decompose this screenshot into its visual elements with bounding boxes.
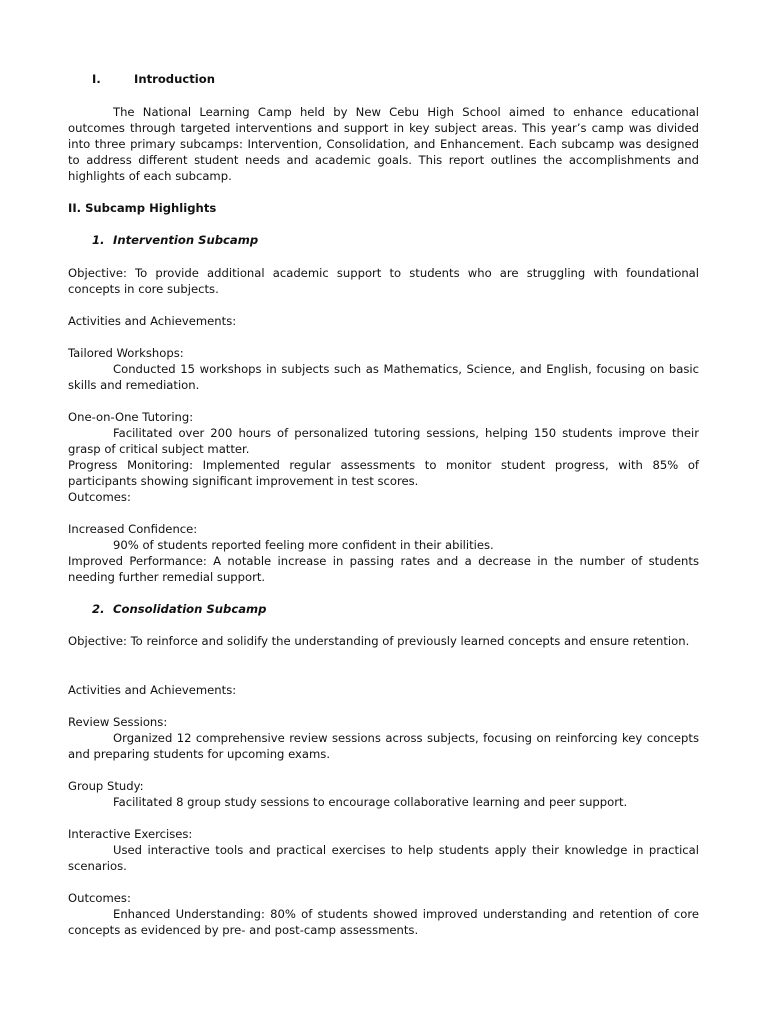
group-study-text: Facilitated 8 group study sessions to encourage collaborative learning and peer support. [113,795,628,809]
subsection-number: 2. [92,602,105,616]
confidence-label: Increased Confidence: [68,522,198,536]
subsection-title: Consolidation Subcamp [113,602,267,616]
tutoring-label: One-on-One Tutoring: [68,410,194,424]
section-title: Introduction [134,72,215,86]
workshops-text: Conducted 15 workshops in subjects such as Mathematics, Science, and English, focusing on basic skills and remediation. [68,362,699,393]
intro-paragraph: The National Learning Camp held by New Cebu High School aimed to enhance educational outcomes through targeted interventions and support in key subject areas. This year’s camp was divided into three primary subcamps: Intervention, Consolidation, and Enhancement. Each subcamp was designed to address different student needs and academic goals. This report outlines the accomplishments and highlights of each subcamp. [68,105,699,184]
subsection-title: Intervention Subcamp [113,233,259,247]
section-heading-introduction [92,72,215,86]
performance-text: Improved Performance: A notable increase in passing rates and a decrease in the number of students needing further remedial support. [68,554,699,585]
intervention-objective: Objective: To provide additional academic support to students who are struggling with foundational concepts in core subjects. [68,266,699,297]
section-numeral: I. [92,72,101,86]
group-study-label: Group Study: [68,779,144,793]
consolidation-objective: Objective: To reinforce and solidify the understanding of previously learned concepts and ensure retention. [68,634,690,648]
tutoring-text: Facilitated over 200 hours of personalized tutoring sessions, helping 150 students improve their grasp of critical subject matter. [68,426,699,457]
consolidation-outcomes-label: Outcomes: [68,891,131,905]
subsection-heading-intervention [92,233,258,247]
workshops-label: Tailored Workshops: [68,346,184,360]
understanding-text: Enhanced Understanding: 80% of students showed improved understanding and retention of core concepts as evidenced by pre- and post-camp assessments. [68,907,699,938]
interactive-text: Used interactive tools and practical exercises to help students apply their knowledge in practical scenarios. [68,843,699,874]
consolidation-activities-label: Activities and Achievements: [68,683,237,697]
intervention-activities-label: Activities and Achievements: [68,314,237,328]
review-text: Organized 12 comprehensive review sessions across subjects, focusing on reinforcing key concepts and preparing students for upcoming exams. [68,731,699,762]
interactive-label: Interactive Exercises: [68,827,193,841]
subsection-number: 1. [92,233,105,247]
confidence-text: 90% of students reported feeling more confident in their abilities. [113,538,494,552]
intervention-outcomes-label: Outcomes: [68,490,131,504]
subsection-heading-consolidation [92,602,266,616]
review-label: Review Sessions: [68,715,168,729]
section-heading-highlights: II. Subcamp Highlights [68,201,217,215]
progress-monitoring-text: Progress Monitoring: Implemented regular assessments to monitor student progress, with 85% of participants showing significant improvement in test scores. [68,458,699,489]
